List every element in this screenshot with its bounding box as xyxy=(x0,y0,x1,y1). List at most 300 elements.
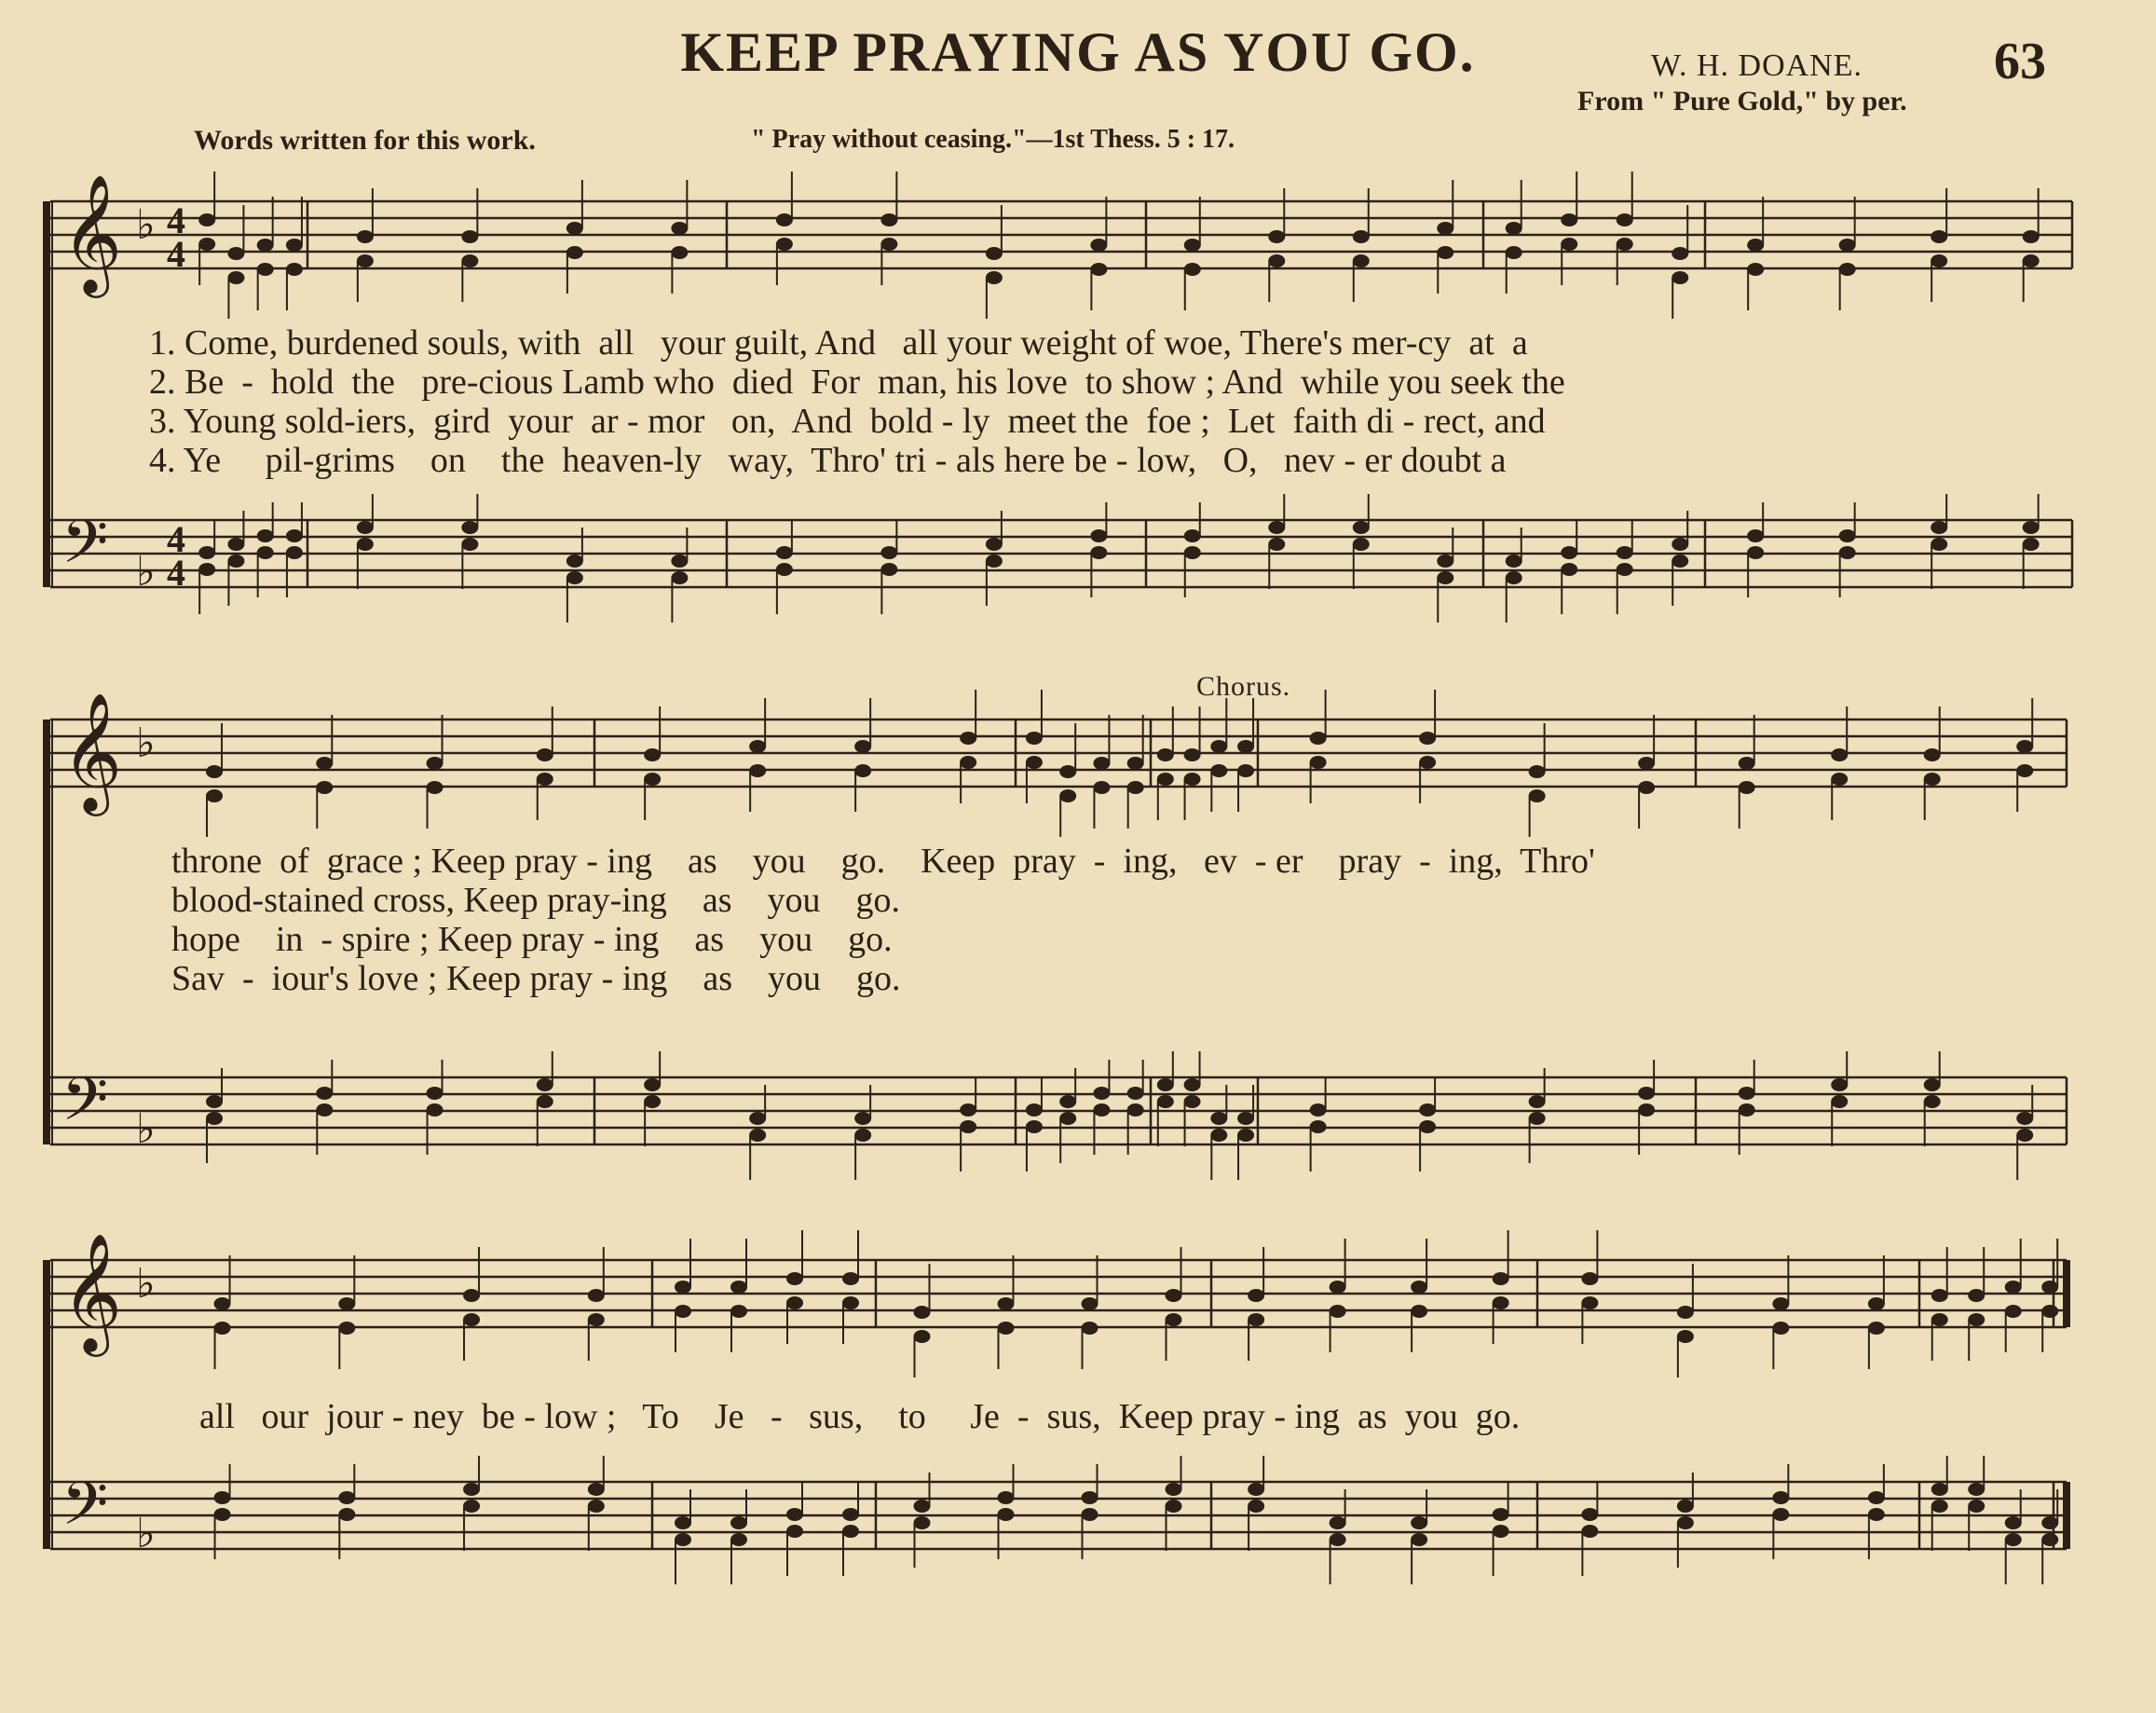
lyric-line-chorus-1: throne of grace ; Keep pray - ing as you go. Keep pray - ing, ev - er pray - ing, Thro' xyxy=(171,842,1595,881)
note-head xyxy=(1411,1533,1427,1546)
note-head xyxy=(2016,1112,2033,1125)
note-head xyxy=(730,1281,747,1294)
note-head xyxy=(1411,1516,1427,1529)
note-head xyxy=(1638,757,1655,770)
note-head xyxy=(257,239,274,252)
note-head xyxy=(214,1508,231,1521)
note-head xyxy=(1210,1129,1227,1142)
note-head xyxy=(1772,1508,1789,1521)
note-head xyxy=(1210,740,1227,753)
note-head xyxy=(1090,546,1107,559)
note-head xyxy=(1184,773,1201,786)
note-head xyxy=(1059,765,1076,778)
note-head xyxy=(537,748,553,761)
note-head xyxy=(776,563,793,576)
bass-clef-icon: 𝄢 xyxy=(61,1470,109,1554)
note-head xyxy=(2023,521,2040,534)
note-head xyxy=(316,757,333,770)
note-head xyxy=(1638,1103,1655,1117)
note-head xyxy=(644,1078,661,1091)
note-head xyxy=(1127,781,1144,794)
note-head xyxy=(1353,230,1370,243)
note-head xyxy=(1437,571,1453,584)
note-head xyxy=(1353,521,1370,534)
note-head xyxy=(644,773,661,786)
note-head xyxy=(463,1483,480,1496)
note-head xyxy=(1839,263,1856,276)
note-head xyxy=(214,1491,231,1504)
note-head xyxy=(1772,1297,1789,1310)
system-bracket xyxy=(43,719,50,1144)
note-head xyxy=(998,1491,1015,1504)
note-head xyxy=(1268,230,1285,243)
note-head xyxy=(206,789,223,802)
note-head xyxy=(730,1516,747,1529)
note-head xyxy=(1772,1491,1789,1504)
note-head xyxy=(257,546,274,559)
note-head xyxy=(1184,748,1201,761)
time-signature-digit: 4 xyxy=(167,552,185,594)
note-head xyxy=(1831,1078,1848,1091)
note-head xyxy=(1059,1095,1076,1108)
note-head xyxy=(1506,246,1522,259)
note-head xyxy=(1248,1483,1264,1496)
note-head xyxy=(461,230,478,243)
note-head xyxy=(1157,773,1174,786)
note-head xyxy=(427,1087,443,1100)
note-head xyxy=(675,1533,691,1546)
note-head xyxy=(854,764,871,777)
note-head xyxy=(749,1129,766,1142)
note-head xyxy=(1082,1508,1098,1521)
note-head xyxy=(880,238,897,251)
note-head xyxy=(1082,1297,1098,1310)
flat-sign-icon: ♭ xyxy=(136,201,156,249)
note-head xyxy=(1353,254,1370,267)
note-head xyxy=(1184,239,1201,252)
composer-credit: W. H. DOANE. xyxy=(1651,48,1863,83)
note-head xyxy=(1082,1322,1098,1335)
note-head xyxy=(316,1087,333,1100)
note-head xyxy=(1237,1112,1254,1125)
note-head xyxy=(1968,1500,1985,1513)
note-head xyxy=(730,1533,747,1546)
note-head xyxy=(2016,740,2033,753)
note-head xyxy=(2005,1516,2022,1529)
note-head xyxy=(1672,555,1688,568)
flat-sign-icon: ♭ xyxy=(136,719,156,767)
note-head xyxy=(257,529,274,542)
treble-clef-icon: 𝄞 xyxy=(61,692,123,811)
note-head xyxy=(1831,773,1848,786)
note-head xyxy=(854,1129,871,1142)
flat-sign-icon: ♭ xyxy=(136,1510,156,1557)
note-head xyxy=(1184,1078,1201,1091)
lyric-line-chorus-2: blood-stained cross, Keep pray-ing as you go. xyxy=(171,881,901,920)
lyric-line-verse-3: 3. Young sold-iers, gird your ar - mor on, And bold - ly meet the foe ; Let faith di - rect, and xyxy=(149,402,1546,441)
note-head xyxy=(286,263,303,276)
note-head xyxy=(749,1112,766,1125)
note-head xyxy=(461,538,478,551)
note-head xyxy=(1672,247,1688,260)
note-head xyxy=(338,1491,355,1504)
note-head xyxy=(1581,1272,1598,1285)
note-head xyxy=(1529,1112,1546,1125)
note-head xyxy=(2041,1516,2058,1529)
bass-clef-icon: 𝄢 xyxy=(61,1065,109,1149)
note-head xyxy=(1082,1491,1098,1504)
note-head xyxy=(1437,555,1453,568)
note-head xyxy=(842,1508,859,1521)
note-head xyxy=(986,271,1003,284)
note-head xyxy=(1268,254,1285,267)
note-head xyxy=(1868,1322,1885,1335)
note-head xyxy=(1127,757,1144,770)
note-head xyxy=(1747,239,1764,252)
note-head xyxy=(588,1313,605,1326)
note-head xyxy=(1157,1095,1174,1108)
note-head xyxy=(1931,254,1947,267)
note-head xyxy=(1561,546,1577,559)
note-head xyxy=(198,238,215,251)
note-head xyxy=(1931,1313,1948,1326)
note-head xyxy=(842,1272,859,1285)
note-head xyxy=(1868,1491,1885,1504)
system-bracket xyxy=(43,1260,50,1549)
note-head xyxy=(960,1103,976,1117)
time-signature-digit: 4 xyxy=(167,199,185,241)
note-head xyxy=(1310,732,1327,745)
note-head xyxy=(1184,529,1201,542)
note-head xyxy=(1310,756,1327,769)
chorus-label: Chorus. xyxy=(1196,671,1291,702)
note-head xyxy=(1330,1533,1346,1546)
note-head xyxy=(1184,1095,1201,1108)
note-head xyxy=(786,1272,803,1285)
note-head xyxy=(1268,538,1285,551)
treble-clef-icon: 𝄞 xyxy=(61,173,123,293)
note-head xyxy=(338,1508,355,1521)
note-head xyxy=(1093,1087,1110,1100)
note-head xyxy=(1127,1087,1144,1100)
note-head xyxy=(854,1112,871,1125)
note-head xyxy=(427,757,443,770)
note-head xyxy=(2023,230,2040,243)
note-head xyxy=(776,238,793,251)
note-head xyxy=(1672,271,1688,284)
note-head xyxy=(1093,757,1110,770)
note-head xyxy=(1931,1483,1948,1496)
note-head xyxy=(1493,1296,1509,1309)
note-head xyxy=(1437,246,1453,259)
note-head xyxy=(1739,1087,1755,1100)
note-head xyxy=(730,1305,747,1318)
note-head xyxy=(914,1516,931,1529)
note-head xyxy=(1747,263,1764,276)
lyric-line-chorus-4: Sav - iour's love ; Keep pray - ing as you go. xyxy=(171,959,901,998)
note-head xyxy=(427,781,443,794)
note-head xyxy=(2041,1281,2058,1294)
note-head xyxy=(1059,1112,1076,1125)
note-head xyxy=(960,1120,976,1133)
note-head xyxy=(588,1289,605,1302)
lyric-line-final: all our jour - ney be - low ; To Je - sus, to Je - sus, Keep pray - ing as you go. xyxy=(199,1397,1521,1436)
flat-sign-icon: ♭ xyxy=(136,1105,156,1153)
treble-clef-icon: 𝄞 xyxy=(61,1232,123,1351)
note-head xyxy=(842,1296,859,1309)
note-head xyxy=(566,246,583,259)
note-head xyxy=(2041,1305,2058,1318)
note-head xyxy=(1210,1112,1227,1125)
note-head xyxy=(1090,529,1107,542)
note-head xyxy=(1419,756,1436,769)
note-head xyxy=(1093,1103,1110,1117)
note-head xyxy=(1581,1525,1598,1538)
note-head xyxy=(1931,538,1947,551)
note-head xyxy=(1090,239,1107,252)
note-head xyxy=(206,1095,223,1108)
note-head xyxy=(1506,222,1522,235)
note-head xyxy=(1166,1500,1182,1513)
note-head xyxy=(1026,1103,1043,1117)
note-head xyxy=(1310,1103,1327,1117)
note-head xyxy=(1638,1087,1655,1100)
note-head xyxy=(1529,765,1546,778)
note-head xyxy=(1210,764,1227,777)
bass-clef-icon: 𝄢 xyxy=(61,508,109,592)
note-head xyxy=(2016,1129,2033,1142)
note-head xyxy=(1026,732,1043,745)
note-head xyxy=(776,213,793,226)
note-head xyxy=(644,748,661,761)
note-head xyxy=(1677,1516,1694,1529)
note-head xyxy=(1419,1120,1436,1133)
note-head xyxy=(998,1297,1015,1310)
hymn-title: KEEP PRAYING AS YOU GO. xyxy=(680,21,1476,83)
note-head xyxy=(1493,1508,1509,1521)
note-head xyxy=(1506,555,1522,568)
note-head xyxy=(338,1297,355,1310)
final-bar-line xyxy=(2063,1260,2070,1327)
note-head xyxy=(1529,1095,1546,1108)
note-head xyxy=(1931,1289,1948,1302)
note-head xyxy=(1617,213,1633,226)
note-head xyxy=(786,1508,803,1521)
note-head xyxy=(1617,546,1633,559)
note-head xyxy=(1677,1330,1694,1343)
note-head xyxy=(1237,740,1254,753)
flat-sign-icon: ♭ xyxy=(136,548,156,596)
note-head xyxy=(1931,521,1947,534)
note-head xyxy=(1831,748,1848,761)
note-head xyxy=(1310,1120,1327,1133)
note-head xyxy=(776,546,793,559)
note-head xyxy=(1419,732,1436,745)
note-head xyxy=(1026,1120,1043,1133)
note-head xyxy=(2005,1305,2022,1318)
final-bar-line xyxy=(2063,1482,2070,1549)
lyric-line-verse-2: 2. Be - hold the pre-cious Lamb who died For man, his love to show ; And while you seek the xyxy=(149,363,1565,402)
note-head xyxy=(998,1508,1015,1521)
note-head xyxy=(1419,1103,1436,1117)
note-head xyxy=(1157,1078,1174,1091)
note-head xyxy=(675,1281,691,1294)
note-head xyxy=(1677,1500,1694,1513)
note-head xyxy=(537,1078,553,1091)
note-head xyxy=(671,246,688,259)
note-head xyxy=(749,740,766,753)
note-head xyxy=(463,1500,480,1513)
note-head xyxy=(1026,756,1043,769)
note-head xyxy=(1184,546,1201,559)
note-head xyxy=(1330,1516,1346,1529)
note-head xyxy=(1093,781,1110,794)
note-head xyxy=(1739,781,1755,794)
note-head xyxy=(1968,1483,1985,1496)
note-head xyxy=(749,764,766,777)
note-head xyxy=(1739,757,1755,770)
note-head xyxy=(960,756,976,769)
note-head xyxy=(257,263,274,276)
note-head xyxy=(1931,1500,1948,1513)
note-head xyxy=(461,254,478,267)
note-head xyxy=(566,571,583,584)
note-head xyxy=(461,521,478,534)
note-head xyxy=(1868,1297,1885,1310)
scripture-reference: " Pray without ceasing."—1st Thess. 5 : 17. xyxy=(751,125,1235,154)
flat-sign-icon: ♭ xyxy=(136,1260,156,1308)
note-head xyxy=(214,1297,231,1310)
note-head xyxy=(1924,1095,1941,1108)
note-head xyxy=(227,538,244,551)
note-head xyxy=(227,271,244,284)
note-head xyxy=(1968,1313,1985,1326)
note-head xyxy=(537,1095,553,1108)
note-head xyxy=(671,571,688,584)
note-head xyxy=(357,538,374,551)
note-head xyxy=(1248,1289,1264,1302)
note-head xyxy=(880,213,897,226)
note-head xyxy=(1184,263,1201,276)
note-head xyxy=(986,538,1003,551)
note-head xyxy=(914,1500,931,1513)
note-head xyxy=(1330,1305,1346,1318)
note-head xyxy=(1677,1306,1694,1319)
note-head xyxy=(786,1525,803,1538)
note-head xyxy=(1248,1313,1264,1326)
note-head xyxy=(1411,1305,1427,1318)
lyric-line-verse-1: 1. Come, burdened souls, with all your guilt, And all your weight of woe, There's mer-cy at a xyxy=(149,323,1528,363)
note-head xyxy=(1493,1272,1509,1285)
note-head xyxy=(338,1322,355,1335)
note-head xyxy=(1561,238,1577,251)
note-head xyxy=(1924,1078,1941,1091)
time-signature-digit: 4 xyxy=(167,518,185,560)
note-head xyxy=(588,1500,605,1513)
note-head xyxy=(1157,748,1174,761)
note-head xyxy=(880,546,897,559)
note-head xyxy=(2005,1533,2022,1546)
note-head xyxy=(1268,521,1285,534)
note-head xyxy=(537,773,553,786)
note-head xyxy=(206,765,223,778)
note-head xyxy=(206,1112,223,1125)
note-head xyxy=(1330,1281,1346,1294)
note-head xyxy=(1411,1281,1427,1294)
note-head xyxy=(1237,764,1254,777)
note-head xyxy=(198,546,215,559)
note-head xyxy=(671,555,688,568)
note-head xyxy=(286,529,303,542)
note-head xyxy=(644,1095,661,1108)
note-head xyxy=(675,1516,691,1529)
note-head xyxy=(463,1313,480,1326)
note-head xyxy=(2041,1533,2058,1546)
note-head xyxy=(588,1483,605,1496)
note-head xyxy=(1581,1508,1598,1521)
note-head xyxy=(986,555,1003,568)
note-head xyxy=(1059,789,1076,802)
note-head xyxy=(1581,1296,1598,1309)
note-head xyxy=(463,1289,480,1302)
page-number: 63 xyxy=(1994,33,2046,90)
note-head xyxy=(1839,239,1856,252)
note-head xyxy=(842,1525,859,1538)
note-head xyxy=(566,555,583,568)
note-head xyxy=(1166,1483,1182,1496)
note-head xyxy=(214,1322,231,1335)
note-head xyxy=(1617,563,1633,576)
note-head xyxy=(198,563,215,576)
note-head xyxy=(1090,263,1107,276)
note-head xyxy=(880,563,897,576)
note-head xyxy=(427,1103,443,1117)
system-bracket xyxy=(43,201,50,587)
note-head xyxy=(1831,1095,1848,1108)
note-head xyxy=(960,732,976,745)
note-head xyxy=(357,521,374,534)
note-head xyxy=(1747,546,1764,559)
note-head xyxy=(998,1322,1015,1335)
note-head xyxy=(2023,538,2040,551)
note-head xyxy=(1868,1508,1885,1521)
note-head xyxy=(1529,789,1546,802)
note-head xyxy=(914,1330,931,1343)
note-head xyxy=(1924,773,1941,786)
note-head xyxy=(2023,254,2040,267)
note-head xyxy=(1353,538,1370,551)
note-head xyxy=(1561,213,1577,226)
note-head xyxy=(316,1103,333,1117)
note-head xyxy=(1739,1103,1755,1117)
note-head xyxy=(986,247,1003,260)
note-head xyxy=(1839,546,1856,559)
note-head xyxy=(227,247,244,260)
note-head xyxy=(566,222,583,235)
note-head xyxy=(1248,1500,1264,1513)
note-head xyxy=(198,213,215,226)
note-head xyxy=(675,1305,691,1318)
note-head xyxy=(1924,748,1941,761)
note-head xyxy=(854,740,871,753)
note-head xyxy=(1493,1525,1509,1538)
note-head xyxy=(1166,1313,1182,1326)
note-head xyxy=(316,781,333,794)
note-head xyxy=(1437,222,1453,235)
note-head xyxy=(1968,1289,1985,1302)
note-head xyxy=(914,1306,931,1319)
note-head xyxy=(1237,1129,1254,1142)
